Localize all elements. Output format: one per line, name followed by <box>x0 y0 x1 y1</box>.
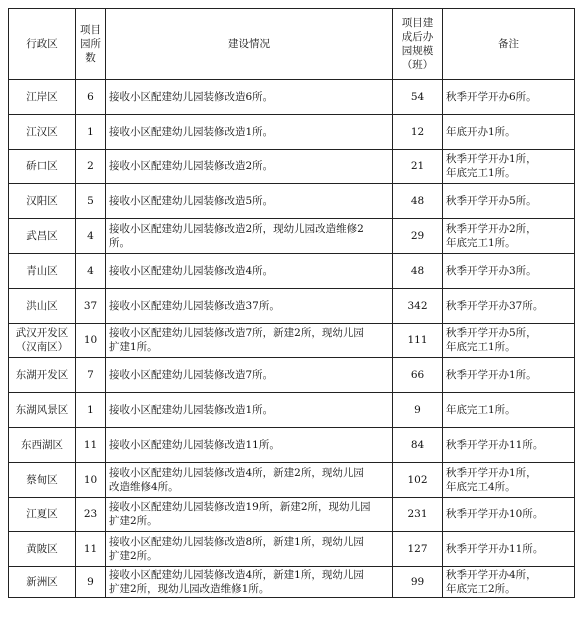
table-row <box>9 497 575 532</box>
cell-count: 23 <box>76 497 106 532</box>
cell-district: 江汉区 <box>9 114 76 149</box>
table-row <box>9 358 575 393</box>
cell-scale: 9 <box>393 393 443 428</box>
cell-count: 4 <box>76 219 106 254</box>
cell-remark: 年底开办1所。 <box>443 114 575 149</box>
cell-remark: 秋季开学开办11所。 <box>443 427 575 462</box>
cell-remark: 秋季开学开办3所。 <box>443 253 575 288</box>
cell-situation: 接收小区配建幼儿园装修改造19所，新建2所，现幼儿园 扩建2所。 <box>106 497 393 532</box>
cell-situation: 接收小区配建幼儿园装修改造4所，新建1所，现幼儿园 扩建2所，现幼儿园改造维修1所。 <box>106 567 393 598</box>
header-situation: 建设情况 <box>106 9 393 80</box>
cell-scale: 84 <box>393 427 443 462</box>
cell-scale: 29 <box>393 219 443 254</box>
cell-scale: 102 <box>393 462 443 497</box>
cell-count: 1 <box>76 114 106 149</box>
header-remark: 备注 <box>443 9 575 80</box>
cell-remark: 秋季开学开办6所。 <box>443 80 575 115</box>
cell-district: 蔡甸区 <box>9 462 76 497</box>
cell-situation: 接收小区配建幼儿园装修改造11所。 <box>106 427 393 462</box>
cell-count: 11 <box>76 427 106 462</box>
cell-remark: 秋季开学开办10所。 <box>443 497 575 532</box>
cell-count: 2 <box>76 149 106 184</box>
cell-count: 10 <box>76 462 106 497</box>
cell-scale: 48 <box>393 253 443 288</box>
cell-count: 6 <box>76 80 106 115</box>
table-row <box>9 532 575 567</box>
cell-count: 7 <box>76 358 106 393</box>
cell-situation: 接收小区配建幼儿园装修改造2所，现幼儿园改造维修2 所。 <box>106 219 393 254</box>
cell-situation: 接收小区配建幼儿园装修改造4所，新建2所，现幼儿园 改造维修4所。 <box>106 462 393 497</box>
table-row <box>9 114 575 149</box>
cell-district: 东西湖区 <box>9 427 76 462</box>
cell-district: 江岸区 <box>9 80 76 115</box>
cell-scale: 48 <box>393 184 443 219</box>
cell-scale: 54 <box>393 80 443 115</box>
cell-district: 武昌区 <box>9 219 76 254</box>
cell-scale: 99 <box>393 567 443 598</box>
cell-situation: 接收小区配建幼儿园装修改造37所。 <box>106 288 393 323</box>
cell-district: 武汉开发区 （汉南区） <box>9 323 76 358</box>
cell-remark: 秋季开学开办5所， 年底完工1所。 <box>443 323 575 358</box>
cell-situation: 接收小区配建幼儿园装修改造5所。 <box>106 184 393 219</box>
cell-district: 江夏区 <box>9 497 76 532</box>
cell-scale: 21 <box>393 149 443 184</box>
cell-situation: 接收小区配建幼儿园装修改造2所。 <box>106 149 393 184</box>
cell-scale: 127 <box>393 532 443 567</box>
cell-count: 4 <box>76 253 106 288</box>
cell-situation: 接收小区配建幼儿园装修改造7所。 <box>106 358 393 393</box>
table-row <box>9 462 575 497</box>
cell-scale: 231 <box>393 497 443 532</box>
cell-remark: 年底完工1所。 <box>443 393 575 428</box>
cell-scale: 66 <box>393 358 443 393</box>
table-row <box>9 288 575 323</box>
cell-situation: 接收小区配建幼儿园装修改造1所。 <box>106 393 393 428</box>
cell-count: 5 <box>76 184 106 219</box>
cell-district: 东湖开发区 <box>9 358 76 393</box>
cell-district: 新洲区 <box>9 567 76 598</box>
cell-situation: 接收小区配建幼儿园装修改造6所。 <box>106 80 393 115</box>
cell-remark: 秋季开学开办37所。 <box>443 288 575 323</box>
table-row <box>9 393 575 428</box>
cell-count: 37 <box>76 288 106 323</box>
cell-district: 汉阳区 <box>9 184 76 219</box>
cell-district: 青山区 <box>9 253 76 288</box>
cell-remark: 秋季开学开办1所。 <box>443 358 575 393</box>
cell-situation: 接收小区配建幼儿园装修改造7所，新建2所，现幼儿园 扩建1所。 <box>106 323 393 358</box>
cell-count: 1 <box>76 393 106 428</box>
cell-remark: 秋季开学开办5所。 <box>443 184 575 219</box>
table-row <box>9 80 575 115</box>
table-row <box>9 323 575 358</box>
cell-district: 东湖风景区 <box>9 393 76 428</box>
table-row <box>9 219 575 254</box>
cell-remark: 秋季开学开办4所， 年底完工2所。 <box>443 567 575 598</box>
cell-remark: 秋季开学开办1所， 年底完工1所。 <box>443 149 575 184</box>
header-district: 行政区 <box>9 9 76 80</box>
table-row <box>9 184 575 219</box>
table-body <box>9 80 575 598</box>
cell-scale: 111 <box>393 323 443 358</box>
cell-remark: 秋季开学开办1所， 年底完工4所。 <box>443 462 575 497</box>
table-header-row <box>9 9 575 80</box>
cell-district: 洪山区 <box>9 288 76 323</box>
cell-remark: 秋季开学开办11所。 <box>443 532 575 567</box>
cell-situation: 接收小区配建幼儿园装修改造4所。 <box>106 253 393 288</box>
table-row <box>9 253 575 288</box>
cell-situation: 接收小区配建幼儿园装修改造1所。 <box>106 114 393 149</box>
cell-scale: 342 <box>393 288 443 323</box>
cell-count: 11 <box>76 532 106 567</box>
table-row <box>9 149 575 184</box>
table-row <box>9 567 575 598</box>
header-count: 项目 园所 数 <box>76 9 106 80</box>
cell-count: 9 <box>76 567 106 598</box>
cell-count: 10 <box>76 323 106 358</box>
kindergarten-construction-table <box>8 8 575 598</box>
cell-scale: 12 <box>393 114 443 149</box>
header-scale: 项目建 成后办 园规模 （班） <box>393 9 443 80</box>
cell-district: 黄陂区 <box>9 532 76 567</box>
cell-district: 硚口区 <box>9 149 76 184</box>
table-row <box>9 427 575 462</box>
cell-remark: 秋季开学开办2所， 年底完工1所。 <box>443 219 575 254</box>
cell-situation: 接收小区配建幼儿园装修改造8所，新建1所，现幼儿园 扩建2所。 <box>106 532 393 567</box>
